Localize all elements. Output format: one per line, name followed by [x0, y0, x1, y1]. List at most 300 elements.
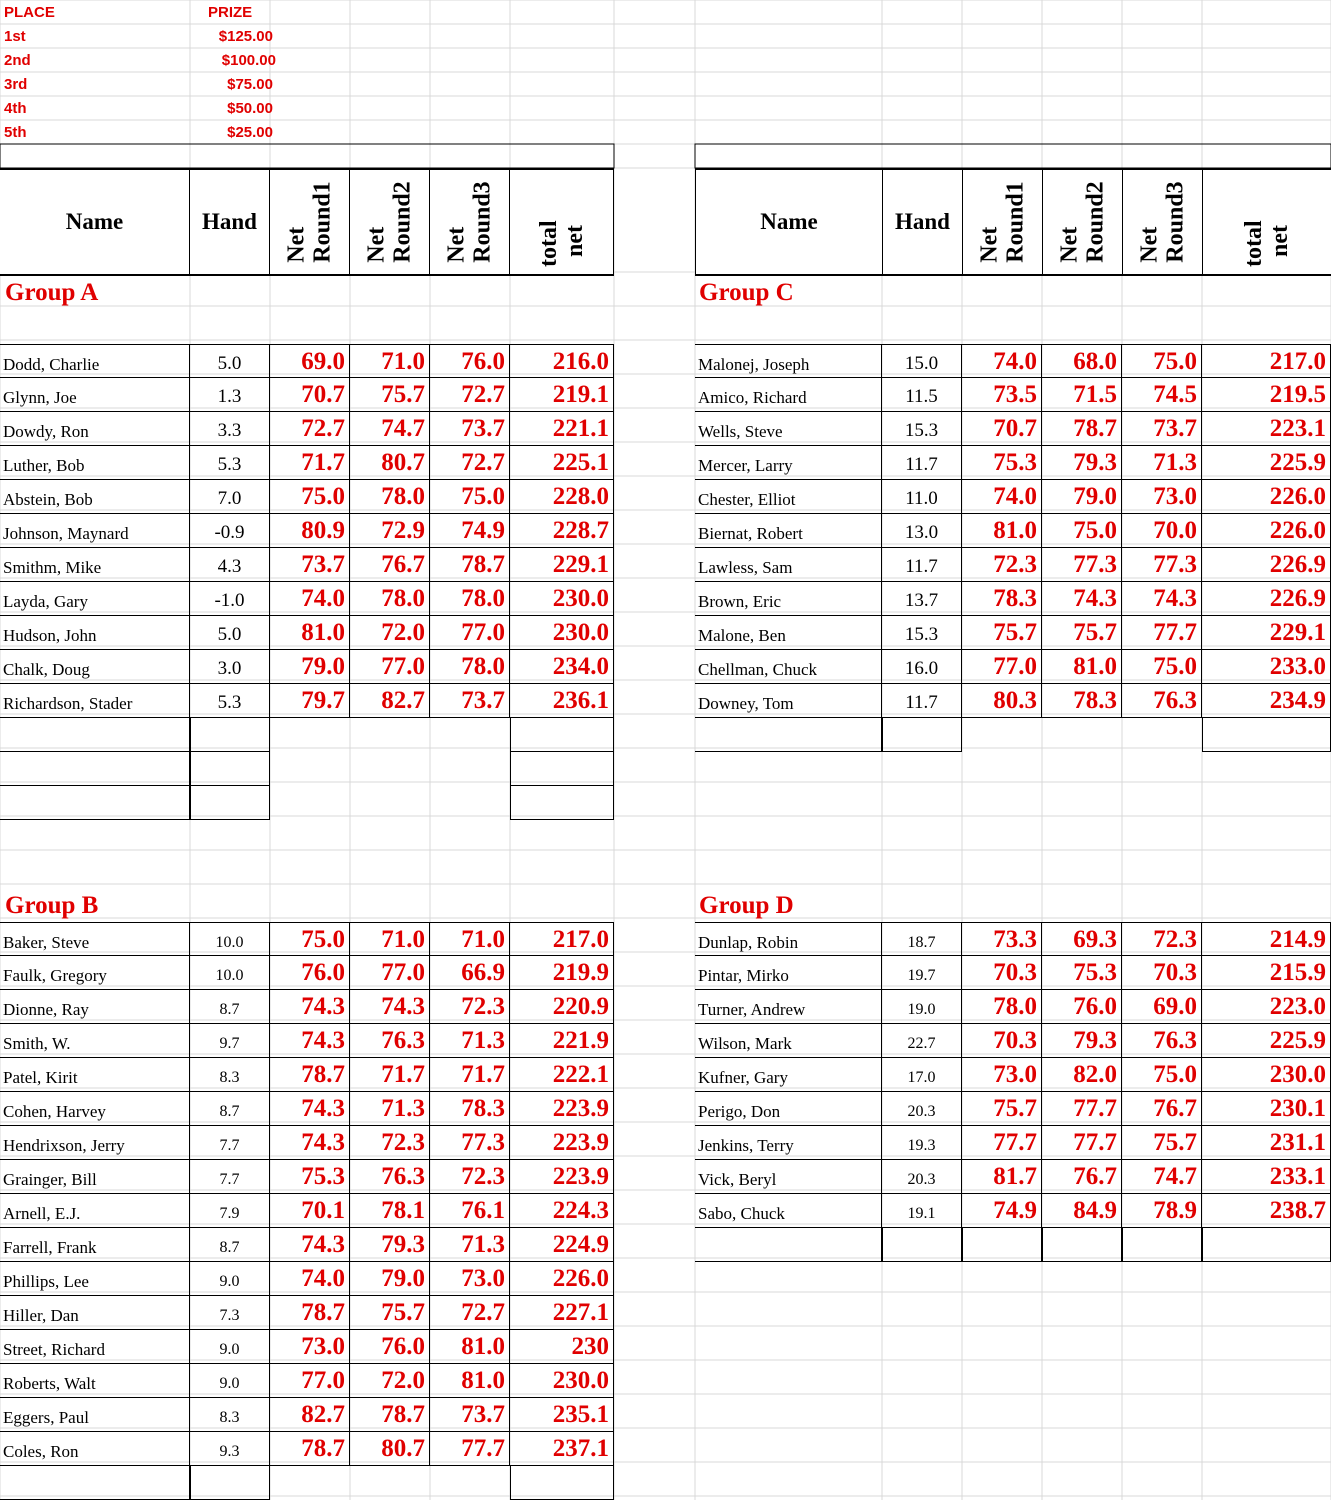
net-round2: 75.7	[1042, 616, 1122, 649]
handicap: 7.7	[190, 1126, 270, 1159]
prize-amount: $125.00	[218, 28, 273, 45]
round2-header-cell	[1043, 170, 1123, 274]
total-net: 238.7	[1202, 1194, 1331, 1227]
net-round3: 73.7	[430, 1398, 510, 1431]
player-name: Grainger, Bill	[0, 1160, 190, 1193]
total-net: 225.9	[1202, 1024, 1331, 1057]
handicap: 5.0	[190, 616, 270, 649]
handicap: 3.3	[190, 412, 270, 445]
total-header-cell	[510, 170, 614, 274]
net-round1: 73.5	[962, 378, 1042, 411]
hand-header: Hand	[895, 209, 950, 234]
total-net: 234.9	[1202, 684, 1331, 717]
handicap: -1.0	[190, 582, 270, 615]
player-name: Malone, Ben	[695, 616, 882, 649]
net-round1: 73.7	[270, 548, 350, 581]
empty-cell	[695, 1228, 882, 1262]
net-round3: 74.9	[430, 514, 510, 547]
net-round3: 77.7	[1122, 616, 1202, 649]
total-net: 220.9	[510, 990, 614, 1023]
net-round3: 73.7	[430, 412, 510, 445]
net-round2: 79.0	[1042, 480, 1122, 513]
handicap: 19.0	[882, 990, 962, 1023]
empty-cell	[1202, 718, 1331, 752]
player-name: Coles, Ron	[0, 1432, 190, 1465]
prize-place: 1st	[4, 28, 26, 45]
net-round2: 71.0	[350, 923, 430, 955]
group-a-title: Group A	[5, 279, 99, 306]
player-name: Sabo, Chuck	[695, 1194, 882, 1227]
net-round1: 79.0	[270, 650, 350, 683]
net-round2: 74.3	[1042, 582, 1122, 615]
net-round2: 75.7	[350, 378, 430, 411]
player-row	[0, 990, 614, 1024]
round3-header-cell	[1123, 170, 1203, 274]
handicap: 5.3	[190, 684, 270, 717]
player-row	[695, 514, 1331, 548]
empty-cell	[190, 718, 270, 752]
player-row	[695, 378, 1331, 412]
prize-amount: $75.00	[227, 76, 273, 93]
net-round1: 73.0	[962, 1058, 1042, 1091]
net-round1: 76.0	[270, 956, 350, 989]
net-round3: 75.0	[1122, 345, 1202, 377]
net-round1: 77.0	[962, 650, 1042, 683]
net-round2: 78.7	[1042, 412, 1122, 445]
net-round1: 78.0	[962, 990, 1042, 1023]
player-row	[695, 1024, 1331, 1058]
prize-row	[0, 48, 280, 72]
net-round3: 72.7	[430, 1296, 510, 1329]
player-name: Johnson, Maynard	[0, 514, 190, 547]
player-row	[0, 1126, 614, 1160]
player-row	[0, 582, 614, 616]
prize-row	[0, 72, 280, 96]
handicap: 7.0	[190, 480, 270, 513]
handicap: 5.3	[190, 446, 270, 479]
net-round2: 81.0	[1042, 650, 1122, 683]
net-round2: 77.0	[350, 956, 430, 989]
net-round3: 78.0	[430, 650, 510, 683]
net-round3: 71.3	[1122, 446, 1202, 479]
net-round1: 81.0	[270, 616, 350, 649]
name-header: Name	[760, 209, 818, 234]
net-round3: 78.7	[430, 548, 510, 581]
handicap: 8.7	[190, 1228, 270, 1261]
net-round1: 78.3	[962, 582, 1042, 615]
net-round1: 70.1	[270, 1194, 350, 1227]
player-name: Cohen, Harvey	[0, 1092, 190, 1125]
net-round2: 75.7	[350, 1296, 430, 1329]
player-name: Patel, Kirit	[0, 1058, 190, 1091]
empty-row	[695, 718, 1331, 752]
net-round1: 72.7	[270, 412, 350, 445]
empty-cell	[0, 718, 190, 752]
net-round3: 66.9	[430, 956, 510, 989]
handicap: 9.0	[190, 1262, 270, 1295]
net-round3: 76.7	[1122, 1092, 1202, 1125]
empty-row	[695, 1228, 1331, 1262]
player-name: Phillips, Lee	[0, 1262, 190, 1295]
net-round2: 79.3	[350, 1228, 430, 1261]
player-row	[0, 1228, 614, 1262]
round1-header-cell	[963, 170, 1043, 274]
player-name: Malonej, Joseph	[695, 345, 882, 377]
player-name: Hendrixson, Jerry	[0, 1126, 190, 1159]
net-round2: 72.0	[350, 1364, 430, 1397]
handicap: 15.3	[882, 412, 962, 445]
handicap: -0.9	[190, 514, 270, 547]
player-row	[695, 684, 1331, 718]
empty-row	[0, 718, 614, 752]
empty-cell	[1202, 1228, 1331, 1262]
round1-header: Net Round1	[283, 181, 336, 263]
round1-header-cell	[270, 170, 350, 274]
total-net: 228.0	[510, 480, 614, 513]
player-row	[695, 990, 1331, 1024]
net-round2: 71.3	[350, 1092, 430, 1125]
net-round1: 69.0	[270, 345, 350, 377]
net-round1: 70.7	[962, 412, 1042, 445]
prize-row	[0, 24, 280, 48]
player-row	[0, 1296, 614, 1330]
total-net: 233.0	[1202, 650, 1331, 683]
prize-amount: $50.00	[227, 100, 273, 117]
net-round1: 74.3	[270, 990, 350, 1023]
net-round1: 81.0	[962, 514, 1042, 547]
net-round2: 80.7	[350, 446, 430, 479]
net-round3: 77.3	[1122, 548, 1202, 581]
player-name: Brown, Eric	[695, 582, 882, 615]
net-round1: 74.3	[270, 1024, 350, 1057]
total-net: 230.0	[510, 616, 614, 649]
handicap: 16.0	[882, 650, 962, 683]
net-round1: 74.0	[270, 582, 350, 615]
empty-cell	[0, 752, 190, 786]
player-name: Farrell, Frank	[0, 1228, 190, 1261]
player-row	[0, 1024, 614, 1058]
player-row	[0, 548, 614, 582]
handicap: 19.1	[882, 1194, 962, 1227]
net-round3: 78.0	[430, 582, 510, 615]
player-row	[695, 582, 1331, 616]
group-d-title: Group D	[699, 892, 794, 919]
net-round1: 72.3	[962, 548, 1042, 581]
net-round2: 71.0	[350, 345, 430, 377]
total-net: 228.7	[510, 514, 614, 547]
place-column-header: PLACE	[4, 4, 55, 21]
handicap: 9.0	[190, 1364, 270, 1397]
player-row	[0, 684, 614, 718]
player-name: Eggers, Paul	[0, 1398, 190, 1431]
prize-amount: $100.00	[221, 52, 276, 69]
net-round3: 69.0	[1122, 990, 1202, 1023]
handicap: 22.7	[882, 1024, 962, 1057]
handicap: 11.0	[882, 480, 962, 513]
empty-cell	[1042, 1228, 1122, 1262]
net-round2: 75.3	[1042, 956, 1122, 989]
player-row	[695, 446, 1331, 480]
prize-row	[0, 120, 280, 144]
player-row	[0, 1058, 614, 1092]
total-net: 219.9	[510, 956, 614, 989]
player-name: Richardson, Stader	[0, 684, 190, 717]
handicap: 15.3	[882, 616, 962, 649]
player-name: Kufner, Gary	[695, 1058, 882, 1091]
net-round2: 76.7	[350, 548, 430, 581]
net-round1: 81.7	[962, 1160, 1042, 1193]
net-round3: 72.3	[430, 1160, 510, 1193]
total-net: 231.1	[1202, 1126, 1331, 1159]
total-net: 223.9	[510, 1092, 614, 1125]
net-round2: 78.0	[350, 480, 430, 513]
handicap: 10.0	[190, 956, 270, 989]
net-round2: 76.3	[350, 1024, 430, 1057]
empty-row	[0, 752, 614, 786]
empty-cell	[882, 1228, 962, 1262]
empty-cell	[882, 718, 962, 752]
net-round2: 75.0	[1042, 514, 1122, 547]
net-round3: 71.3	[430, 1024, 510, 1057]
prize-place: 4th	[4, 100, 27, 117]
player-name: Biernat, Robert	[695, 514, 882, 547]
net-round3: 71.3	[430, 1228, 510, 1261]
player-name: Faulk, Gregory	[0, 956, 190, 989]
hand-header-cell	[190, 170, 270, 274]
total-net: 237.1	[510, 1432, 614, 1465]
player-name: Luther, Bob	[0, 446, 190, 479]
total-net: 223.1	[1202, 412, 1331, 445]
player-row	[695, 480, 1331, 514]
net-round2: 74.3	[350, 990, 430, 1023]
hand-header: Hand	[202, 209, 257, 234]
net-round2: 77.3	[1042, 548, 1122, 581]
handicap: 11.7	[882, 684, 962, 717]
empty-cell	[190, 752, 270, 786]
player-row	[0, 1160, 614, 1194]
net-round2: 74.7	[350, 412, 430, 445]
player-name: Chellman, Chuck	[695, 650, 882, 683]
prize-place: 2nd	[4, 52, 31, 69]
net-round3: 81.0	[430, 1364, 510, 1397]
player-row	[0, 1092, 614, 1126]
player-row	[695, 956, 1331, 990]
total-net: 219.5	[1202, 378, 1331, 411]
player-name: Perigo, Don	[695, 1092, 882, 1125]
handicap: 8.3	[190, 1058, 270, 1091]
net-round2: 82.0	[1042, 1058, 1122, 1091]
total-net: 217.0	[1202, 345, 1331, 377]
net-round3: 76.3	[1122, 684, 1202, 717]
player-row	[695, 1092, 1331, 1126]
net-round1: 80.9	[270, 514, 350, 547]
handicap: 8.7	[190, 1092, 270, 1125]
total-net: 227.1	[510, 1296, 614, 1329]
net-round2: 77.0	[350, 650, 430, 683]
net-round3: 70.3	[1122, 956, 1202, 989]
net-round1: 77.7	[962, 1126, 1042, 1159]
total-net: 230	[510, 1330, 614, 1363]
player-row	[0, 1364, 614, 1398]
net-round3: 73.0	[430, 1262, 510, 1295]
net-round2: 78.0	[350, 582, 430, 615]
net-round1: 74.9	[962, 1194, 1042, 1227]
net-round1: 75.0	[270, 923, 350, 955]
net-round3: 76.3	[1122, 1024, 1202, 1057]
total-net: 216.0	[510, 345, 614, 377]
total-net: 214.9	[1202, 923, 1331, 955]
player-name: Street, Richard	[0, 1330, 190, 1363]
empty-cell	[1122, 1228, 1202, 1262]
net-round1: 78.7	[270, 1296, 350, 1329]
net-round2: 78.7	[350, 1398, 430, 1431]
player-name: Jenkins, Terry	[695, 1126, 882, 1159]
empty-cell	[0, 1466, 190, 1500]
net-round3: 72.7	[430, 446, 510, 479]
net-round3: 71.0	[430, 923, 510, 955]
player-row	[695, 616, 1331, 650]
empty-cell	[190, 786, 270, 820]
handicap: 13.0	[882, 514, 962, 547]
round3-header: Net Round3	[1136, 181, 1189, 263]
net-round3: 77.7	[430, 1432, 510, 1465]
round2-header-cell	[350, 170, 430, 274]
handicap: 4.3	[190, 548, 270, 581]
net-round1: 74.3	[270, 1092, 350, 1125]
handicap: 5.0	[190, 345, 270, 377]
net-round3: 74.7	[1122, 1160, 1202, 1193]
net-round2: 77.7	[1042, 1126, 1122, 1159]
player-name: Pintar, Mirko	[695, 956, 882, 989]
net-round1: 74.0	[270, 1262, 350, 1295]
total-net: 226.0	[510, 1262, 614, 1295]
player-name: Dunlap, Robin	[695, 923, 882, 955]
net-round2: 79.3	[1042, 1024, 1122, 1057]
handicap: 7.7	[190, 1160, 270, 1193]
handicap: 9.3	[190, 1432, 270, 1465]
total-net: 221.1	[510, 412, 614, 445]
net-round1: 75.7	[962, 616, 1042, 649]
empty-cell	[510, 752, 614, 786]
net-round1: 71.7	[270, 446, 350, 479]
handicap: 3.0	[190, 650, 270, 683]
handicap: 1.3	[190, 378, 270, 411]
left-column-header	[0, 168, 614, 276]
net-round1: 70.3	[962, 1024, 1042, 1057]
net-round2: 77.7	[1042, 1092, 1122, 1125]
player-row	[0, 1194, 614, 1228]
empty-cell	[695, 718, 882, 752]
net-round3: 71.7	[430, 1058, 510, 1091]
net-round1: 74.0	[962, 345, 1042, 377]
net-round3: 76.1	[430, 1194, 510, 1227]
net-round3: 75.0	[1122, 1058, 1202, 1091]
net-round1: 70.7	[270, 378, 350, 411]
handicap: 11.5	[882, 378, 962, 411]
empty-cell	[0, 786, 190, 820]
player-name: Glynn, Joe	[0, 378, 190, 411]
player-row	[0, 514, 614, 548]
player-name: Downey, Tom	[695, 684, 882, 717]
player-row	[0, 412, 614, 446]
total-header: total net	[1241, 220, 1293, 267]
total-net: 225.9	[1202, 446, 1331, 479]
player-name: Dodd, Charlie	[0, 345, 190, 377]
handicap: 13.7	[882, 582, 962, 615]
net-round3: 78.3	[430, 1092, 510, 1125]
player-name: Amico, Richard	[695, 378, 882, 411]
total-net: 223.9	[510, 1126, 614, 1159]
empty-cell	[190, 1466, 270, 1500]
net-round2: 79.0	[350, 1262, 430, 1295]
name-header: Name	[65, 209, 124, 234]
net-round1: 78.7	[270, 1058, 350, 1091]
player-row	[0, 616, 614, 650]
handicap: 10.0	[190, 923, 270, 955]
total-net: 230.1	[1202, 1092, 1331, 1125]
empty-cell	[510, 718, 614, 752]
player-name: Dowdy, Ron	[0, 412, 190, 445]
total-net: 217.0	[510, 923, 614, 955]
total-net: 226.9	[1202, 548, 1331, 581]
net-round2: 84.9	[1042, 1194, 1122, 1227]
empty-cell	[962, 1228, 1042, 1262]
total-net: 224.9	[510, 1228, 614, 1261]
player-name: Roberts, Walt	[0, 1364, 190, 1397]
player-name: Baker, Steve	[0, 923, 190, 955]
net-round2: 76.3	[350, 1160, 430, 1193]
net-round1: 70.3	[962, 956, 1042, 989]
net-round1: 74.0	[962, 480, 1042, 513]
round3-header: Net Round3	[443, 181, 496, 263]
net-round2: 72.0	[350, 616, 430, 649]
round3-header-cell	[430, 170, 510, 274]
empty-cell	[510, 786, 614, 820]
handicap: 8.3	[190, 1398, 270, 1431]
player-row	[0, 446, 614, 480]
total-net: 223.0	[1202, 990, 1331, 1023]
net-round3: 74.3	[1122, 582, 1202, 615]
round2-header: Net Round2	[363, 181, 416, 263]
player-name: Wilson, Mark	[695, 1024, 882, 1057]
player-row	[0, 378, 614, 412]
handicap: 7.3	[190, 1296, 270, 1329]
empty-row	[0, 786, 614, 820]
total-net: 229.1	[510, 548, 614, 581]
net-round1: 77.0	[270, 1364, 350, 1397]
total-net: 224.3	[510, 1194, 614, 1227]
player-row	[695, 1058, 1331, 1092]
net-round3: 75.0	[430, 480, 510, 513]
round2-header: Net Round2	[1056, 181, 1109, 263]
prize-amount: $25.00	[227, 124, 273, 141]
net-round2: 80.7	[350, 1432, 430, 1465]
net-round1: 75.3	[270, 1160, 350, 1193]
total-net: 233.1	[1202, 1160, 1331, 1193]
handicap: 18.7	[882, 923, 962, 955]
total-net: 234.0	[510, 650, 614, 683]
net-round1: 74.3	[270, 1126, 350, 1159]
net-round3: 72.7	[430, 378, 510, 411]
net-round1: 75.3	[962, 446, 1042, 479]
net-round3: 73.7	[1122, 412, 1202, 445]
net-round1: 73.0	[270, 1330, 350, 1363]
total-net: 235.1	[510, 1398, 614, 1431]
total-net: 221.9	[510, 1024, 614, 1057]
player-name: Hudson, John	[0, 616, 190, 649]
total-net: 222.1	[510, 1058, 614, 1091]
player-row	[0, 650, 614, 684]
